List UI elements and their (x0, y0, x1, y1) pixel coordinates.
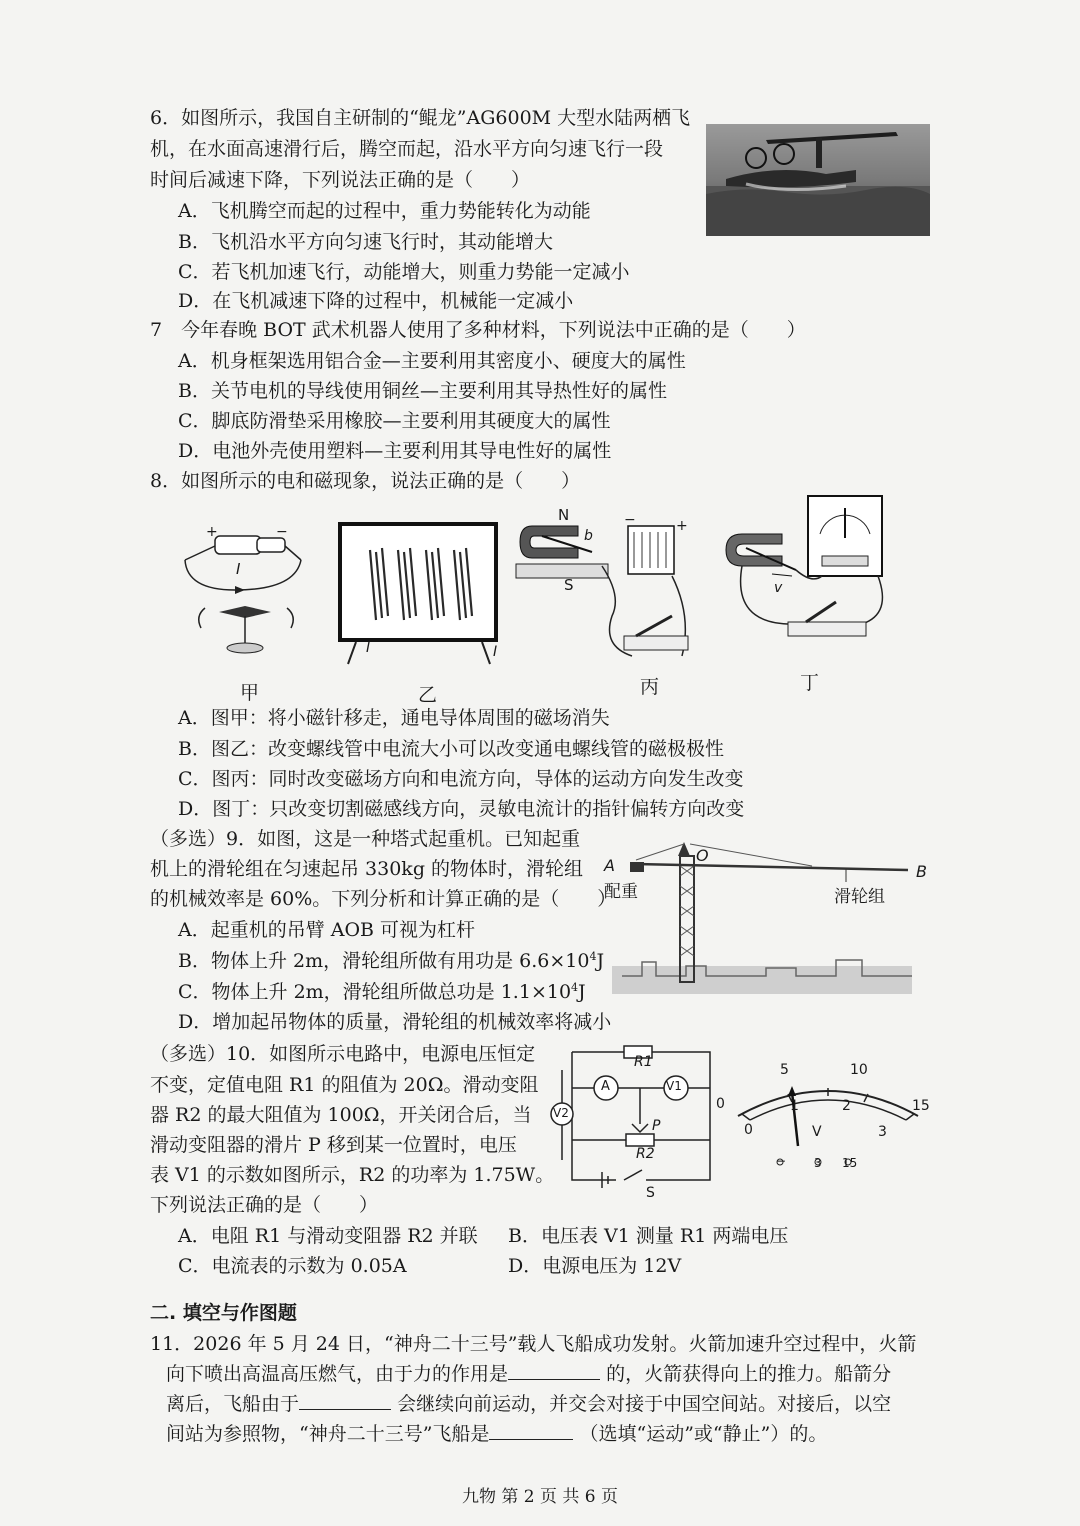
q11-line1: 11．2026 年 5 月 24 日，“神舟二十三号”载人飞船成功发射。火箭加速升空过程中，火箭 (150, 1333, 917, 1355)
q9-option-c: C．物体上升 2m，滑轮组所做总功是 $1.1\times 10^4J$ (178, 981, 586, 1003)
fig-label-yi: 乙 (418, 684, 438, 706)
q10-stem-line4: 滑动变阻器的滑片 P 移到某一位置时，电压 (150, 1134, 517, 1156)
q8-option-c: C．图丙：同时改变磁场方向和电流方向，导体的运动方向发生改变 (178, 768, 744, 790)
fig-label-jia: 甲 (240, 682, 260, 704)
ding-v: v (774, 580, 783, 596)
q10-stem-line3: 器 R2 的最大阻值为 100Ω，开关闭合后，当 (150, 1104, 532, 1126)
circuit-switch-label: S (646, 1185, 655, 1201)
q6-stem-line2: 机，在水面高速滑行后，腾空而起，沿水平方向匀速飞行一段 (150, 138, 664, 160)
q10-option-a: A．电阻 R1 与滑动变阻器 R2 并联 (178, 1225, 478, 1247)
meter-bottom-3: 3 (878, 1124, 887, 1140)
meter-unit-label: V (812, 1124, 822, 1140)
crane-label-o: O (696, 846, 709, 865)
section-heading: 二. 填空与作图题 (150, 1302, 297, 1324)
q10-option-d: D．电源电压为 12V (508, 1255, 682, 1277)
q6-option-d: D．在飞机减速下降的过程中，机械能一定减小 (178, 290, 574, 312)
meter-bottom-1: 1 (790, 1098, 799, 1114)
voltmeter-dial (718, 1056, 938, 1176)
bing-minus: − (624, 512, 636, 528)
q11-line4: 间站为参照物，“神舟二十三号”飞船是 （选填“运动”或“静止”）的。 (166, 1423, 828, 1445)
q11-line3: 离后，飞船由于 会继续向前运动，并交会对接于中国空间站。对接后，以空 (166, 1393, 892, 1415)
q11-line2: 向下喷出高温高压燃气，由于力的作用是 的，火箭获得向上的推力。船箭分 (166, 1363, 892, 1385)
circuit-r2-label: R2 (636, 1146, 655, 1162)
q10-option-b: B．电压表 V1 测量 R1 两端电压 (508, 1225, 789, 1247)
q7-option-c: C．脚底防滑垫采用橡胶—主要利用其硬度大的属性 (178, 410, 611, 432)
circuit-v1-label: V1 (666, 1079, 682, 1093)
q6-option-a: A．飞机腾空而起的过程中，重力势能转化为动能 (178, 200, 591, 222)
figure-ding-generator (712, 494, 898, 664)
meter-top-5: 5 (780, 1062, 789, 1078)
q11-blank-1[interactable] (508, 1379, 600, 1380)
fig-label-ding: 丁 (800, 672, 820, 694)
figure-bing-motor (512, 506, 702, 676)
q10-stem-line2: 不变，定值电阻 R1 的阻值为 20Ω。滑动变阻 (150, 1074, 539, 1096)
tower-crane-figure (612, 836, 912, 994)
q10-stem-line5: 表 V1 的示数如图所示，R2 的功率为 1.75W。 (150, 1164, 555, 1186)
figure-jia-oersted (175, 520, 315, 660)
q7-option-b: B．关节电机的导线使用铜丝—主要利用其导热性好的属性 (178, 380, 667, 402)
q9-option-a: A．起重机的吊臂 AOB 可视为杠杆 (178, 919, 476, 941)
meter-bottom-2: 2 (842, 1098, 851, 1114)
jia-current-label: I (236, 560, 241, 578)
q11-blank-2[interactable] (299, 1409, 391, 1410)
q9-stem-line3: 的机械效率是 60%。下列分析和计算正确的是（ ） (150, 888, 617, 910)
q10-option-c: C．电流表的示数为 0.05A (178, 1255, 407, 1277)
fig-label-bing: 丙 (640, 676, 660, 698)
bing-south: S (564, 576, 574, 594)
crane-label-a: A (604, 856, 615, 875)
q9-stem-line2: 机上的滑轮组在匀速起吊 330kg 的物体时，滑轮组 (150, 858, 584, 880)
circuit-r1-label: R1 (634, 1054, 653, 1070)
bing-b: b (584, 528, 593, 544)
q8-stem: 8．如图所示的电和磁现象，说法正确的是（ ） (150, 470, 581, 492)
yi-current-in: I (366, 640, 371, 656)
meter-top-15: 15 (912, 1098, 930, 1114)
circuit-ammeter-label: A (601, 1079, 610, 1094)
q10-stem-line1: （多选）10．如图所示电路中，电源电压恒定 (150, 1043, 536, 1065)
q11-blank-3[interactable] (489, 1439, 573, 1440)
q9-option-d: D．增加起吊物体的质量，滑轮组的机械效率将减小 (178, 1011, 612, 1033)
q10-stem-line6: 下列说法正确的是（ ） (150, 1194, 379, 1216)
meter-top-0: 0 (716, 1096, 725, 1112)
meter-terminal-15: 15 (842, 1156, 858, 1170)
circuit-p-label: P (652, 1118, 661, 1134)
meter-top-10: 10 (850, 1062, 868, 1078)
meter-terminal-minus: − (776, 1154, 787, 1168)
crane-pulley-label: 滑轮组 (834, 887, 885, 907)
crane-counterweight-label: 配重 (604, 882, 638, 902)
bing-plus: + (676, 518, 688, 534)
q9-option-b: B．物体上升 2m，滑轮组所做有用功是 $6.6\times 10^4J$ (178, 950, 605, 972)
circuit-v2-label: V2 (553, 1106, 569, 1120)
q7-option-a: A．机身框架选用铝合金—主要利用其密度小、硬度大的属性 (178, 350, 686, 372)
q8-option-b: B．图乙：改变螺线管中电流大小可以改变通电螺线管的磁极极性 (178, 738, 724, 760)
q6-option-c: C．若飞机加速飞行，动能增大，则重力势能一定减小 (178, 261, 630, 283)
q6-stem-line3: 时间后减速下降，下列说法正确的是（ ） (150, 169, 531, 191)
q8-option-d: D．图丁：只改变切割磁感线方向，灵敏电流计的指针偏转方向改变 (178, 798, 745, 820)
jia-plus: + (206, 524, 218, 540)
meter-terminal-3: 3 (814, 1156, 822, 1170)
q9-stem-line1: （多选）9．如图，这是一种塔式起重机。已知起重 (150, 828, 581, 850)
page-footer: 九物 第 2 页 共 6 页 (461, 1487, 619, 1507)
bing-north: N (558, 506, 570, 524)
meter-bottom-0: 0 (744, 1122, 753, 1138)
yi-current-out: I (493, 644, 498, 660)
q6-option-b: B．飞机沿水平方向匀速飞行时，其动能增大 (178, 231, 553, 253)
circuit-diagram (528, 1040, 718, 1200)
jia-minus: − (276, 524, 288, 540)
seaplane-photo (706, 124, 930, 236)
q7-stem: 7 今年春晚 BOT 武术机器人使用了多种材料，下列说法中正确的是（ ） (150, 319, 806, 341)
q6-stem-line1: 6．如图所示，我国自主研制的“鲲龙”AG600M 大型水陆两栖飞 (150, 107, 691, 129)
q7-option-d: D．电池外壳使用塑料—主要利用其导电性好的属性 (178, 440, 612, 462)
crane-label-b: B (916, 862, 927, 881)
figure-yi-solenoid (336, 520, 502, 666)
q8-option-a: A．图甲：将小磁针移走，通电导体周围的磁场消失 (178, 707, 610, 729)
